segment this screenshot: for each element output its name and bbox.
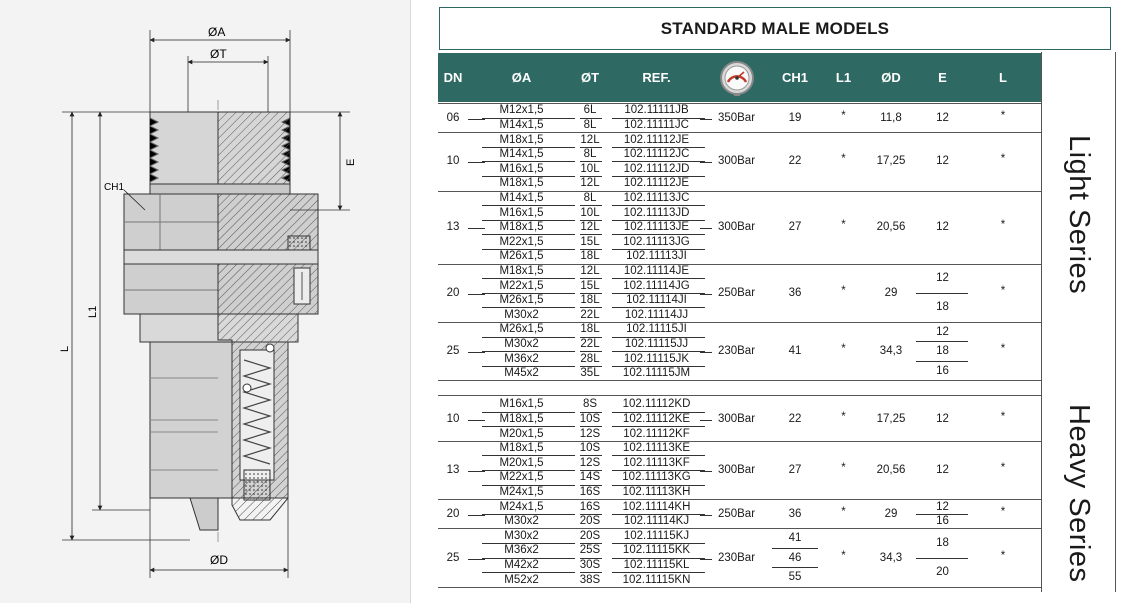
cell-tube-t: 8L — [583, 148, 597, 161]
cell-pressure: 300Bar — [717, 221, 756, 234]
cell-tube-t: 30S — [579, 558, 601, 571]
cell-ref: 102.11113JG — [623, 235, 690, 248]
cell-dn: 10 — [446, 412, 460, 425]
cell-phi-d: 34,3 — [879, 551, 903, 564]
cell-ref: 102.11113KE — [622, 442, 691, 455]
cell-thread-a: M16x1,5 — [499, 206, 544, 219]
cell-e: 12 — [936, 272, 949, 285]
cell-thread-a: M18x1,5 — [499, 133, 544, 146]
cell-ch1: 36 — [788, 286, 802, 299]
male-coupling-drawing — [0, 0, 410, 603]
cell-thread-a: M20x1,5 — [499, 427, 544, 440]
cell-ch1: 46 — [788, 551, 802, 564]
cell-pressure: 350Bar — [717, 111, 756, 124]
heavy-series-label: Heavy Series — [1063, 404, 1095, 583]
cell-divider — [916, 293, 968, 294]
cell-ref: 102.11112JE — [623, 177, 690, 190]
cell-thread-a: M14x1,5 — [499, 191, 544, 204]
cell-thread-a: M18x1,5 — [499, 442, 544, 455]
header-l: L — [999, 70, 1007, 85]
cell-ref: 102.11114JI — [626, 294, 687, 307]
cell-tube-t: 22L — [580, 308, 600, 321]
cell-dn: 25 — [446, 551, 460, 564]
cell-e: 20 — [936, 566, 949, 579]
cell-ref: 102.11111JB — [624, 104, 689, 117]
group-border — [438, 380, 1042, 381]
cell-tube-t: 16S — [579, 500, 601, 513]
cell-tube-t: 18L — [580, 323, 600, 336]
cell-ref: 102.11115KJ — [623, 529, 690, 542]
dim-label-ch1: CH1 — [104, 182, 125, 193]
cell-l: * — [1000, 109, 1006, 122]
cell-e: 12 — [936, 155, 949, 168]
cell-phi-d: 29 — [884, 507, 898, 520]
cell-phi-d: 17,25 — [876, 155, 906, 168]
cell-divider — [916, 361, 968, 362]
header-e: E — [938, 70, 947, 85]
cell-thread-a: M18x1,5 — [499, 221, 544, 234]
cell-dn: 13 — [446, 221, 460, 234]
cell-divider — [772, 567, 818, 568]
cell-l: * — [1000, 505, 1006, 518]
cell-thread-a: M52x2 — [504, 573, 539, 586]
cell-dn: 20 — [446, 507, 460, 520]
cell-ref: 102.11112JC — [623, 148, 690, 161]
cell-thread-a: M22x1,5 — [499, 235, 544, 248]
cell-ref: 102.11115KK — [622, 544, 691, 557]
cell-ref: 102.11115JI — [626, 323, 687, 336]
dim-label-phi-a: ØA — [208, 25, 226, 39]
cell-thread-a: M30x2 — [504, 515, 539, 528]
cell-pressure: 300Bar — [717, 412, 756, 425]
cell-phi-d: 11,8 — [880, 111, 902, 124]
cell-thread-a: M12x1,5 — [499, 104, 544, 117]
cell-tube-t: 10L — [580, 162, 600, 175]
cell-tube-t: 22L — [580, 337, 600, 350]
cell-divider — [468, 559, 485, 560]
cell-ref: 102.11112KD — [622, 398, 691, 411]
cell-tube-t: 15L — [580, 279, 600, 292]
cell-thread-a: M18x1,5 — [499, 177, 544, 190]
cell-pressure: 230Bar — [717, 345, 756, 358]
cell-tube-t: 10S — [579, 412, 601, 425]
cell-ref: 102.11114JG — [623, 279, 690, 292]
cell-divider — [468, 352, 485, 353]
header-phi-a: ØA — [511, 70, 532, 85]
dim-label-l: L — [59, 345, 71, 352]
cell-tube-t: 12L — [580, 133, 600, 146]
cell-divider — [468, 119, 485, 120]
cell-e: 12 — [936, 412, 949, 425]
cell-thread-a: M14x1,5 — [499, 148, 544, 161]
cell-tube-t: 18L — [580, 250, 600, 263]
cell-l1: * — [841, 153, 846, 166]
cell-ref: 102.11114KH — [622, 500, 691, 513]
cell-thread-a: M18x1,5 — [499, 412, 544, 425]
cell-divider — [468, 162, 485, 163]
cell-l: * — [1000, 219, 1006, 232]
cell-thread-a: M26x1,5 — [499, 323, 544, 336]
cell-l1: * — [841, 343, 846, 356]
cell-l1: * — [841, 410, 846, 423]
series-column — [1041, 52, 1116, 592]
cell-tube-t: 12S — [579, 456, 601, 469]
cell-ref: 102.11113JE — [623, 221, 690, 234]
cell-phi-d: 29 — [884, 286, 898, 299]
cell-pressure: 250Bar — [717, 286, 756, 299]
cell-phi-d: 20,56 — [876, 221, 906, 234]
pressure-gauge-icon — [719, 60, 755, 96]
cell-ref: 102.11111JC — [623, 118, 689, 131]
cell-l1: * — [841, 219, 846, 232]
cell-e: 18 — [936, 345, 949, 358]
cell-pressure: 250Bar — [717, 507, 756, 520]
cell-thread-a: M26x1,5 — [499, 294, 544, 307]
cell-thread-a: M20x1,5 — [499, 456, 544, 469]
cell-l: * — [1000, 153, 1006, 166]
cell-l: * — [1000, 462, 1006, 474]
cell-tube-t: 10S — [579, 442, 601, 455]
cell-ch1: 41 — [788, 532, 802, 545]
cell-ref: 102.11114KJ — [623, 515, 690, 528]
cell-thread-a: M42x2 — [504, 558, 539, 571]
cell-thread-a: M16x1,5 — [499, 162, 544, 175]
cell-thread-a: M16x1,5 — [499, 398, 544, 411]
cell-e: 18 — [936, 537, 949, 549]
table-header — [438, 53, 1042, 102]
cell-divider — [468, 471, 485, 472]
cell-e: 12 — [936, 500, 949, 513]
cell-ref: 102.11115JM — [622, 367, 691, 380]
cell-ref: 102.11112JE — [623, 133, 690, 146]
header-ch1: CH1 — [781, 70, 808, 85]
cell-l: * — [1000, 549, 1006, 562]
cell-divider — [468, 420, 485, 421]
cell-tube-t: 8L — [583, 191, 597, 204]
cell-l1: * — [841, 505, 846, 518]
cell-pressure: 230Bar — [717, 551, 756, 564]
cell-ref: 102.11115KN — [622, 573, 691, 586]
cell-ref: 102.11115JK — [623, 352, 690, 365]
cell-thread-a: M30x2 — [504, 529, 539, 542]
cell-tube-t: 8L — [583, 118, 597, 131]
cell-thread-a: M24x1,5 — [499, 485, 544, 498]
cell-dn: 25 — [446, 345, 460, 358]
cell-tube-t: 20S — [579, 529, 601, 542]
group-border — [438, 395, 1042, 396]
light-series-label: Light Series — [1063, 135, 1095, 295]
cell-divider — [468, 515, 485, 516]
cell-ch1: 19 — [788, 111, 802, 124]
cell-thread-a: M30x2 — [504, 337, 539, 350]
cell-tube-t: 6L — [583, 104, 597, 117]
cell-ch1: 27 — [788, 464, 802, 476]
cell-dn: 20 — [446, 286, 460, 299]
cell-thread-a: M22x1,5 — [499, 279, 544, 292]
cell-ref: 102.11112JD — [623, 162, 690, 175]
cell-l1: * — [841, 462, 846, 474]
cell-ref: 102.11113KH — [622, 485, 691, 498]
cell-ch1: 55 — [788, 571, 802, 584]
cell-tube-t: 12L — [580, 264, 600, 277]
cell-ref: 102.11114JE — [623, 264, 690, 277]
cell-l: * — [1000, 343, 1006, 356]
cell-thread-a: M36x2 — [504, 544, 539, 557]
header-dn: DN — [443, 70, 463, 85]
cell-thread-a: M26x1,5 — [499, 250, 544, 263]
cell-ref: 102.11115JJ — [624, 337, 689, 350]
cell-ref: 102.11113JD — [623, 206, 690, 219]
cell-tube-t: 12L — [580, 177, 600, 190]
group-border — [438, 587, 1042, 588]
cell-ch1: 27 — [788, 221, 802, 234]
cell-e: 12 — [936, 111, 949, 124]
cell-tube-t: 18L — [580, 294, 600, 307]
cell-pressure: 300Bar — [717, 464, 756, 476]
cell-ref: 102.11113KG — [622, 471, 691, 484]
cell-tube-t: 16S — [579, 485, 601, 498]
cell-tube-t: 8S — [582, 398, 598, 411]
cell-divider — [468, 294, 485, 295]
cell-ref: 102.11112KE — [622, 412, 691, 425]
cell-e: 12 — [936, 464, 949, 476]
cell-e: 12 — [936, 221, 949, 234]
cell-e: 16 — [936, 515, 949, 528]
header-phi-t: ØT — [580, 70, 600, 85]
cell-divider — [772, 548, 818, 549]
dim-label-e: E — [345, 158, 357, 166]
technical-drawing-panel — [0, 0, 411, 603]
dim-label-phi-d: ØD — [210, 553, 228, 567]
cell-phi-d: 34,3 — [879, 345, 903, 358]
cell-tube-t: 12L — [580, 221, 600, 234]
cell-ref: 102.11113KF — [623, 456, 690, 469]
cell-dn: 13 — [446, 464, 460, 476]
cell-pressure: 300Bar — [717, 155, 756, 168]
cell-thread-a: M36x2 — [504, 352, 539, 365]
cell-l: * — [1000, 284, 1006, 297]
dim-label-l1: L1 — [87, 305, 99, 318]
cell-thread-a: M18x1,5 — [499, 264, 544, 277]
cell-divider — [916, 558, 968, 559]
dim-label-phi-t: ØT — [210, 47, 227, 61]
cell-dn: 10 — [446, 155, 460, 168]
cell-e: 12 — [936, 325, 949, 338]
header-gauge — [708, 53, 765, 102]
page-title: STANDARD MALE MODELS — [439, 7, 1111, 50]
cell-tube-t: 10L — [580, 206, 600, 219]
cell-tube-t: 15L — [580, 235, 600, 248]
cell-l1: * — [841, 109, 846, 122]
cell-l1: * — [841, 549, 846, 562]
cell-thread-a: M22x1,5 — [499, 471, 544, 484]
header-l1: L1 — [835, 70, 852, 85]
cell-tube-t: 20S — [579, 515, 601, 528]
cell-ch1: 41 — [788, 345, 802, 358]
cell-l1: * — [841, 284, 846, 297]
cell-divider — [916, 341, 968, 342]
header-ref: REF. — [642, 70, 671, 85]
cell-ch1: 36 — [788, 507, 802, 520]
cell-tube-t: 12S — [579, 427, 601, 440]
cell-e: 16 — [936, 364, 949, 377]
cell-e: 18 — [936, 301, 949, 314]
cell-phi-d: 17,25 — [876, 412, 906, 425]
cell-thread-a: M14x1,5 — [499, 118, 544, 131]
cell-thread-a: M24x1,5 — [499, 500, 544, 513]
cell-l: * — [1000, 410, 1006, 423]
cell-ref: 102.11113JI — [626, 250, 687, 263]
cell-thread-a: M45x2 — [504, 367, 539, 380]
cell-tube-t: 38S — [579, 573, 601, 586]
cell-divider — [468, 228, 485, 229]
cell-tube-t: 35L — [580, 367, 600, 380]
cell-phi-d: 20,56 — [876, 464, 906, 476]
cell-thread-a: M30x2 — [504, 308, 539, 321]
cell-tube-t: 25S — [579, 544, 601, 557]
cell-tube-t: 14S — [579, 471, 601, 484]
cell-tube-t: 28L — [580, 352, 600, 365]
cell-dn: 06 — [446, 111, 460, 124]
cell-ref: 102.11112KF — [623, 427, 690, 440]
header-phi-d: ØD — [881, 70, 901, 85]
cell-ref: 102.11113JC — [623, 191, 690, 204]
cell-ref: 102.11114JJ — [624, 308, 689, 321]
cell-ref: 102.11115KL — [623, 558, 690, 571]
cell-ch1: 22 — [788, 412, 802, 425]
cell-ch1: 22 — [788, 155, 802, 168]
